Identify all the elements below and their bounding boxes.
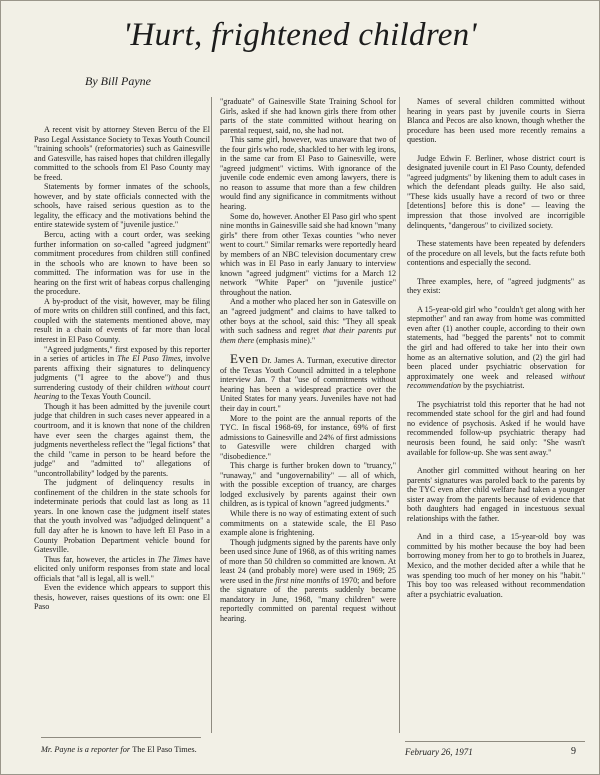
paragraph: Even Dr. James A. Turman, executive director of the Texas Youth Council admitted in a telephone interview Jan. 7 that "use of commitments without hearing has been a widespread practice over the United States for many years. Juveniles have not had their day in court.": [220, 351, 396, 413]
paragraph: Some do, however. Another El Paso girl who spent nine months in Gainesville said she had known "many girls" there from other Texas counties "who never went to court." Similar remarks were reportedly heard by members of an NBC television documentary crew which was in El Paso in early January to interview known "agreed judgment" victims for a March 12 network "White Paper" on "juvenile justice" throughout the nation.: [220, 211, 396, 297]
paragraph: This charge is further broken down to "truancy," "runaway," and "ungovernability" — all of which, with the possible exception of truancy, are charges lodged exclusively by parents against their own children, as is typical of known "agreed judgments.": [220, 461, 396, 509]
paragraph: Names of several children committed without hearing in years past by juvenile courts in Sierra Blanca and Pecos are also known, though whether the procedure has been used more recently remains a question.: [407, 97, 585, 145]
byline: By Bill Payne: [85, 74, 151, 88]
paragraph: The judgment of delinquency results in confinement of the children in the state schools for indeterminate periods that could last as long as 11 years. In one known case the judgment itself states that the youth involved was "adjudged delinquent" a full day after he is known to have left El Paso in a County Probation Department vehicle bound for Gatesville.: [34, 478, 210, 555]
footer-rule: [405, 741, 585, 742]
column-1: [34, 125, 210, 612]
headline: 'Hurt, frightened children': [123, 17, 477, 53]
paragraph: Statements by former inmates of the schools, however, and by state officials connected with the schools, have raised serious question as to the legality, the efficacy and the motivations behind the entire statewide system of "juvenile justice.": [34, 182, 210, 230]
column-2: [220, 97, 396, 624]
paragraph: Though it has been admitted by the juvenile court judge that children in such cases never appeared in a courtroom, and it is known that none of the children have ever seen the charges against them, the judgments nevertheless reflect the "legal fictions" that the child "came in person to be heard before the judge" and "admitted to" allegations of "uncontrollability" lodged by the parents.: [34, 401, 210, 478]
paragraph: "graduate" of Gainesville State Training School for Girls, asked if she had known girls there from other parts of the state committed without hearing on parental request, said, no, she had not.: [220, 97, 396, 135]
paragraph: "Agreed judgments," first exposed by this reporter in a series of articles in The El Paso Times, involve parents affixing their signatures to delinquency judgments ("I agree to the above") and thus surrendering custody of their children without court hearing to the Texas Youth Council.: [34, 344, 210, 402]
paragraph: Though judgments signed by the parents have only been used since June of 1968, as of this writing names of more than 50 children so committed are known. At least 24 (and probably more) were used in 1969; 25 were used in the first nine months of 1970; and before the signature of the parents suddenly became mandatory in June, 1968, "many children" were reportedly committed on parental request without hearing.: [220, 537, 397, 623]
paragraph: And a mother who placed her son in Gatesville on an "agreed judgment" and claims to have talked to other boys at the school, said this: "They all speak with such sadness and regret that their parents put them there (emphasis mine).": [220, 297, 396, 345]
drop-cap: Even: [230, 351, 259, 367]
paragraph: Judge Edwin F. Berliner, whose district court is designated juvenile court in El Paso County, defended "agreed judgments" by likening them to adult cases in which the defendant pleads guilty. He also said, "These kids usually have a record of two or three [detentions] before this is done" — leaving the impression that those involved are incorrigible delinquents, "dangerous" to civilized society.: [407, 153, 585, 230]
paragraph: This same girl, however, was unaware that two of the four girls who rode, shackled to her with leg irons, in the same car from El Paso to Gainesville, were "agreed judgment" victims. With ignorance of the juvenile code endemic even among lawyers, there is no reason to assume that more than a few children would find any significance in commitments without hearing.: [220, 135, 396, 212]
author-footnote: Mr. Payne is a reporter for The El Paso Times.: [41, 745, 197, 754]
paragraph: While there is no way of estimating extent of such commitments on a statewide scale, the El Paso example alone is frightening.: [220, 508, 396, 538]
paragraph: The psychiatrist told this reporter that he had not recommended state school for the girl and had found no evidence of psychosis. Asked if he would have recommended follow-up psychiatric therapy had neurosis been found, he said only: "She wasn't available for follow-up. She was sent away.": [407, 399, 585, 457]
paragraph: Bercu, acting with a court order, was seeking further information on so-called "agreed judgment" commitment procedures from children still confined in the schools who are known to have been so committed. The information was for use in the hearing on the first writ of habeas corpus challenging the procedure.: [34, 230, 210, 297]
column-divider-1: [211, 97, 212, 733]
paragraph: Thus far, however, the articles in The Times have elicited only uniform responses from state and local officials that "all is legal, all is well.": [34, 554, 210, 583]
paragraph: And in a third case, a 15-year-old boy was committed by his mother because the boy had been borrowing money from her to go to brothels in Juarez, Mexico, and the mother decided after a while that he was spending too much of her money on his "habit." This boy too was released without recommendation after a psychiatric evaluation.: [407, 532, 585, 599]
paragraph: A 15-year-old girl who "couldn't get along with her stepmother" and ran away from home was committed even after (1) another couple, according to their own statements, had "begged the parents" not to commit the girl and had offered to take her into their own home as an alternative solution, and (2) the girl had been placed under psychiatric observation for approximately one week and released without recommendation by the psychiatrist.: [407, 304, 585, 391]
footnote-rule: [41, 737, 201, 738]
paragraph: More to the point are the annual reports of the TYC. In fiscal 1968-69, for instance, 69% of first admissions to Gainesville and 24% of first admissions to Gatesville were children charged with "disobedience.": [220, 413, 396, 461]
paragraph: Three examples, here, of "agreed judgments" as they exist:: [407, 276, 585, 296]
paragraph: Another girl committed without hearing on her parents' signatures was paroled back to the parents by the TYC even after child welfare had taken a younger sister away from the parents because of evidence that both daughters had engaged in incestuous sexual relationships with the father.: [407, 466, 585, 523]
column-divider-2: [399, 97, 400, 733]
page-number: 9: [571, 746, 576, 757]
column-3: [407, 97, 585, 599]
paragraph: These statements have been repeated by defenders of the procedure on all levels, but the facts refute both contentions and especially the second.: [407, 239, 585, 268]
paragraph: A recent visit by attorney Steven Bercu of the El Paso Legal Assistance Society to Texas Youth Council "training schools" (reformatories) such as Gainesville and Gatesville, has raised hopes that children illegally committed to the schools from El Paso County may be freed.: [34, 125, 210, 182]
paragraph: A by-product of the visit, however, may be filing of more writs on children still confined, and this fact, coupled with the statements mentioned above, may result in a chain of events of far more than local interest in El Paso County.: [34, 296, 210, 345]
issue-date: February 26, 1971: [405, 747, 473, 757]
paragraph: Even the evidence which appears to support this thesis, however, raises questions of its own: one El Paso: [34, 583, 210, 612]
